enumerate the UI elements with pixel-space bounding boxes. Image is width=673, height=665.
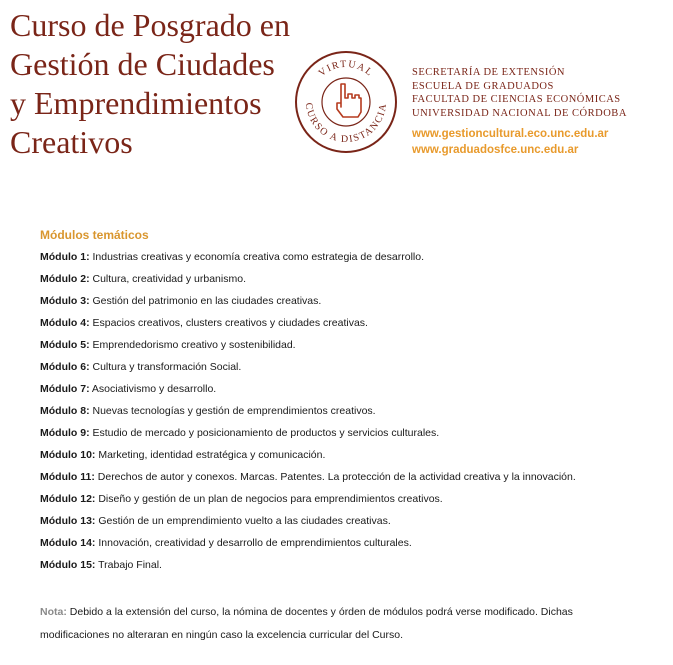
- module-label: Módulo 10:: [40, 449, 96, 461]
- org-block: [412, 66, 627, 120]
- website-link[interactable]: www.graduadosfce.unc.edu.ar: [412, 144, 579, 156]
- title-line: Gestión de Ciudades: [10, 46, 275, 82]
- note-paragraph: [40, 601, 640, 647]
- module-item: [40, 492, 576, 514]
- module-text: Espacios creativos, clusters creativos y ciudades creativas.: [92, 317, 368, 329]
- module-text: Diseño y gestión de un plan de negocios para emprendimientos creativos.: [98, 493, 443, 505]
- module-label: Módulo 11:: [40, 471, 95, 483]
- note-label: Nota:: [40, 606, 67, 618]
- module-label: Módulo 7:: [40, 383, 90, 395]
- module-text: Emprendedorismo creativo y sostenibilidad.: [92, 339, 296, 351]
- module-label: Módulo 14:: [40, 537, 96, 549]
- module-text: Cultura y transformación Social.: [92, 361, 242, 373]
- module-item: [40, 316, 576, 338]
- note-text: Debido a la extensión del curso, la nómina de docentes y órden de módulos podrá verse modificado. Dichas modificaciones no alteraran en ningún caso la excelencia curricular del Curso.: [40, 606, 573, 641]
- module-item: [40, 338, 576, 360]
- modules-list: [40, 250, 576, 580]
- module-text: Trabajo Final.: [98, 559, 162, 571]
- module-text: Marketing, identidad estratégica y comunicación.: [98, 449, 326, 461]
- module-text: Cultura, creatividad y urbanismo.: [92, 273, 246, 285]
- org-line: ESCUELA DE GRADUADOS: [412, 80, 554, 92]
- module-label: Módulo 5:: [40, 339, 90, 351]
- module-item: [40, 470, 576, 492]
- website-link[interactable]: www.gestioncultural.eco.unc.edu.ar: [412, 128, 609, 140]
- module-label: Módulo 2:: [40, 273, 90, 285]
- title-line: y Emprendimientos: [10, 85, 262, 121]
- module-item: [40, 558, 576, 580]
- section-heading: Módulos temáticos: [40, 228, 149, 242]
- org-line: SECRETARÍA DE EXTENSIÓN: [412, 67, 565, 78]
- module-text: Derechos de autor y conexos. Marcas. Patentes. La protección de la actividad creativa y la innovación.: [97, 471, 576, 483]
- module-text: Industrias creativas y economía creativa como estrategia de desarrollo.: [92, 251, 424, 263]
- module-item: [40, 250, 576, 272]
- module-label: Módulo 9:: [40, 427, 90, 439]
- module-item: [40, 272, 576, 294]
- title-line: Creativos: [10, 124, 133, 160]
- hand-cursor-icon: [337, 84, 361, 117]
- module-item: [40, 514, 576, 536]
- org-line: UNIVERSIDAD NACIONAL DE CÓRDOBA: [412, 107, 627, 119]
- module-item: [40, 360, 576, 382]
- org-line: FACULTAD DE CIENCIAS ECONÓMICAS: [412, 94, 621, 105]
- module-label: Módulo 15:: [40, 559, 96, 571]
- module-label: Módulo 1:: [40, 251, 90, 263]
- module-text: Gestión del patrimonio en las ciudades creativas.: [92, 295, 322, 307]
- module-text: Innovación, creatividad y desarrollo de emprendimientos culturales.: [98, 537, 412, 549]
- module-text: Nuevas tecnologías y gestión de emprendimientos creativos.: [92, 405, 376, 417]
- module-text: Estudio de mercado y posicionamiento de productos y servicios culturales.: [92, 427, 440, 439]
- virtual-course-seal: [294, 50, 398, 154]
- module-label: Módulo 8:: [40, 405, 90, 417]
- module-text: Gestión de un emprendimiento vuelto a las ciudades creativas.: [98, 515, 391, 527]
- module-label: Módulo 12:: [40, 493, 96, 505]
- module-label: Módulo 6:: [40, 361, 90, 373]
- title-line: Curso de Posgrado en: [10, 7, 290, 43]
- module-item: [40, 294, 576, 316]
- module-item: [40, 426, 576, 448]
- module-label: Módulo 13:: [40, 515, 96, 527]
- module-text: Asociativismo y desarrollo.: [91, 383, 217, 395]
- module-label: Módulo 3:: [40, 295, 90, 307]
- website-links: [412, 126, 608, 158]
- module-item: [40, 448, 576, 470]
- module-item: [40, 536, 576, 558]
- page-title: [10, 6, 290, 162]
- seal-bottom-text: CURSO A DISTANCIA: [302, 102, 390, 146]
- module-item: [40, 382, 576, 404]
- module-label: Módulo 4:: [40, 317, 90, 329]
- module-item: [40, 404, 576, 426]
- seal-top-text: VIRTUAL: [316, 58, 376, 80]
